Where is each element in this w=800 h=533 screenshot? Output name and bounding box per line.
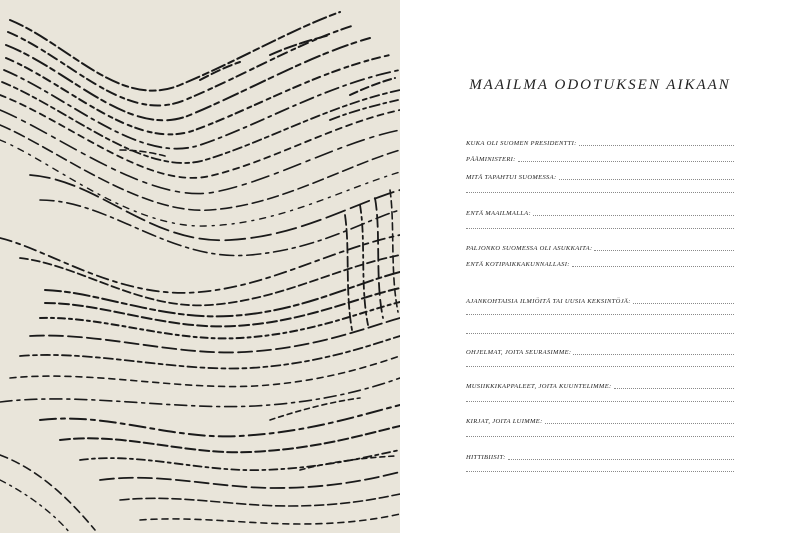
prompt-president bbox=[466, 135, 734, 147]
answer-line bbox=[508, 459, 734, 460]
answer-line bbox=[559, 179, 735, 180]
prompt-label: PALJONKO SUOMESSA OLI ASUKKAITA: bbox=[466, 244, 593, 252]
answer-line bbox=[545, 423, 734, 424]
answer-line bbox=[466, 192, 734, 193]
answer-line bbox=[466, 314, 734, 315]
questionnaire-page bbox=[400, 0, 800, 533]
prompt-label: AJANKOHTAISIA ILMIÖITÄ TAI UUSIA KEKSINTÖJÄ: bbox=[466, 297, 631, 305]
prompt-label: OHJELMAT, JOITA SEURASIMME: bbox=[466, 348, 572, 356]
prompt-label: HITTIBIISIT: bbox=[466, 453, 506, 461]
prompt-label: MITÄ TAPAHTUI SUOMESSA: bbox=[466, 173, 557, 181]
prompt-label: KIRJAT, JOITA LUIMME: bbox=[466, 417, 543, 425]
page-title: MAAILMA ODOTUKSEN AIKAAN bbox=[469, 77, 731, 93]
prompt-label: ENTÄ MAAILMALLA: bbox=[466, 209, 532, 217]
prompt-label: KUKA OLI SUOMEN PRESIDENTTI: bbox=[466, 139, 577, 147]
answer-line bbox=[614, 388, 734, 389]
prompt-programs bbox=[466, 344, 734, 356]
answer-line bbox=[594, 250, 734, 251]
prompt-world-events bbox=[466, 205, 734, 217]
answer-line bbox=[466, 471, 734, 472]
answer-line bbox=[466, 228, 734, 229]
prompt-label: ENTÄ KOTIPAIKKAKUNNALLASI: bbox=[466, 260, 570, 268]
prompt-population bbox=[466, 240, 734, 252]
prompt-prime-minister bbox=[466, 151, 734, 163]
prompt-phenomena bbox=[466, 293, 734, 305]
answer-line bbox=[572, 266, 734, 267]
prompt-finland-events bbox=[466, 169, 734, 181]
prompt-hometown bbox=[466, 256, 734, 268]
answer-line bbox=[466, 333, 734, 334]
prompt-books bbox=[466, 413, 734, 425]
answer-line bbox=[466, 436, 734, 437]
prompt-label: PÄÄMINISTERI: bbox=[466, 155, 516, 163]
prompt-music bbox=[466, 378, 734, 390]
answer-line bbox=[579, 145, 734, 146]
answer-line bbox=[573, 354, 734, 355]
answer-line bbox=[533, 215, 734, 216]
answer-line bbox=[518, 161, 734, 162]
answer-line bbox=[466, 401, 734, 402]
answer-line bbox=[466, 366, 734, 367]
answer-line bbox=[633, 303, 734, 304]
prompt-hit-songs bbox=[466, 449, 734, 461]
prompt-label: MUSIIKKIKAPPALEET, JOITA KUUNTELIMME: bbox=[466, 382, 612, 390]
